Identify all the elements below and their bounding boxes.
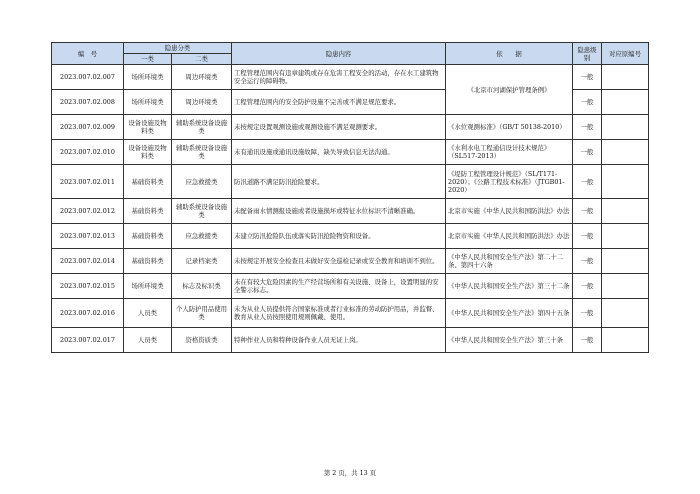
cell-content: 特种作业人员和特种设备作业人员无证上岗。 xyxy=(232,328,446,353)
header-category: 隐患分类 xyxy=(124,43,232,54)
cell-basis: 《水位观测标准》（GB/T 50138-2010） xyxy=(446,115,573,140)
cell-content: 未按规定设置观测设施或观测设施不满足观测要求。 xyxy=(232,115,446,140)
cell-code: 2023.007.02.013 xyxy=(52,224,124,249)
cell-content: 防汛道路不满足防汛抢险要求。 xyxy=(232,165,446,199)
cell-ref xyxy=(602,224,649,249)
cell-basis: 北京市实施《中华人民共和国防洪法》办法 xyxy=(446,224,573,249)
cell-level: 一般 xyxy=(573,90,602,115)
cell-code: 2023.007.02.010 xyxy=(52,140,124,165)
cell-level: 一般 xyxy=(573,115,602,140)
header-code: 编 号 xyxy=(52,43,124,65)
cell-cat2: 应急救援类 xyxy=(172,224,232,249)
cell-basis: 《中华人民共和国安全生产法》第四十五条 xyxy=(446,299,573,328)
table-row xyxy=(52,199,649,224)
cell-code: 2023.007.02.012 xyxy=(52,199,124,224)
cell-content: 未为从业人员提供符合国家标准或者行业标准的劳动防护用品，并监督、教育从业人员按照使用规则佩戴、使用。 xyxy=(232,299,446,328)
cell-cat2: 记录档案类 xyxy=(172,249,232,274)
cell-content: 未配备雨水情测报设施或者设施损坏或特征水位标识不清晰准确。 xyxy=(232,199,446,224)
cell-ref xyxy=(602,65,649,90)
cell-cat2: 辅助系统设备设施类 xyxy=(172,199,232,224)
cell-level: 一般 xyxy=(573,299,602,328)
cell-cat1: 设备设施及物料类 xyxy=(124,140,172,165)
table-row xyxy=(52,140,649,165)
cell-cat2: 资格资质类 xyxy=(172,328,232,353)
cell-basis: 《堤防工程管理设计规范》（SL/T171-2020）；《公路工程技术标准》（JTGB01-2020） xyxy=(446,165,573,199)
cell-cat1: 基础资料类 xyxy=(124,224,172,249)
cell-ref xyxy=(602,249,649,274)
cell-level: 一般 xyxy=(573,199,602,224)
cell-level: 一般 xyxy=(573,165,602,199)
cell-content: 未在有较大危险因素的生产经营场所和有关设施、设备上，设置明显的安全警示标志。 xyxy=(232,274,446,299)
cell-cat1: 基础资料类 xyxy=(124,249,172,274)
cell-level: 一般 xyxy=(573,65,602,90)
cell-code: 2023.007.02.015 xyxy=(52,274,124,299)
cell-code: 2023.007.02.009 xyxy=(52,115,124,140)
cell-cat2: 个人防护用品使用类 xyxy=(172,299,232,328)
header-cat2: 二类 xyxy=(172,54,232,65)
table-row xyxy=(52,299,649,328)
cell-ref xyxy=(602,140,649,165)
table-row xyxy=(52,65,649,90)
cell-ref xyxy=(602,90,649,115)
cell-content: 工程管理范围内的安全防护设施不完善或不满足规范要求。 xyxy=(232,90,446,115)
cell-cat1: 场所环境类 xyxy=(124,90,172,115)
cell-cat2: 辅助系统设备设施类 xyxy=(172,115,232,140)
cell-ref xyxy=(602,328,649,353)
cell-cat1: 基础资料类 xyxy=(124,199,172,224)
header-basis: 依 据 xyxy=(446,43,573,65)
cell-code: 2023.007.02.007 xyxy=(52,65,124,90)
header-cat1: 一类 xyxy=(124,54,172,65)
cell-content: 未建立防汛抢险队伍或落实防汛抢险物资和设备。 xyxy=(232,224,446,249)
cell-code: 2023.007.02.017 xyxy=(52,328,124,353)
cell-basis: 《北京市河湖保护管理条例》 xyxy=(446,65,573,115)
header-level: 隐患级别 xyxy=(573,43,602,65)
cell-cat1: 设备设施及物料类 xyxy=(124,115,172,140)
cell-cat1: 场所环境类 xyxy=(124,274,172,299)
cell-cat2: 标志及标识类 xyxy=(172,274,232,299)
cell-cat1: 基础资料类 xyxy=(124,165,172,199)
cell-basis: 《中华人民共和国安全生产法》第三十条 xyxy=(446,328,573,353)
table-row xyxy=(52,115,649,140)
cell-cat2: 应急救援类 xyxy=(172,165,232,199)
cell-level: 一般 xyxy=(573,224,602,249)
header-ref: 对应原编号 xyxy=(602,43,649,65)
cell-cat1: 人员类 xyxy=(124,299,172,328)
cell-cat2: 周边环境类 xyxy=(172,90,232,115)
cell-cat2: 周边环境类 xyxy=(172,65,232,90)
page-footer: 第 2 页，共 13 页 xyxy=(323,469,377,477)
cell-cat2: 辅助系统设备设施类 xyxy=(172,140,232,165)
header-content: 隐患内容 xyxy=(232,43,446,65)
cell-basis: 北京市实施《中华人民共和国防洪法》办法 xyxy=(446,199,573,224)
cell-ref xyxy=(602,274,649,299)
cell-basis: 《中华人民共和国安全生产法》第三十二条 xyxy=(446,274,573,299)
table-row xyxy=(52,274,649,299)
cell-code: 2023.007.02.011 xyxy=(52,165,124,199)
cell-content: 未按规定开展安全检查且未做好安全巡检记录或安全教育和培训不到位。 xyxy=(232,249,446,274)
hazard-table xyxy=(51,42,649,353)
cell-ref xyxy=(602,115,649,140)
cell-level: 一般 xyxy=(573,328,602,353)
cell-ref xyxy=(602,165,649,199)
cell-basis: 《水利水电工程通信设计技术规范》（SL517-2013） xyxy=(446,140,573,165)
cell-level: 一般 xyxy=(573,140,602,165)
table-row xyxy=(52,224,649,249)
cell-code: 2023.007.02.014 xyxy=(52,249,124,274)
table-row xyxy=(52,328,649,353)
cell-level: 一般 xyxy=(573,274,602,299)
cell-level: 一般 xyxy=(573,249,602,274)
cell-cat1: 场所环境类 xyxy=(124,65,172,90)
cell-content: 未有通讯设施或通讯设施故障，缺失导致信息无法沟通。 xyxy=(232,140,446,165)
table-row xyxy=(52,249,649,274)
cell-basis: 《中华人民共和国安全生产法》第二十二条、第四十六条 xyxy=(446,249,573,274)
cell-code: 2023.007.02.008 xyxy=(52,90,124,115)
cell-content: 工程管理范围内有违章建筑或存在危害工程安全的活动，存在水工建筑物安全运行的障碍物。 xyxy=(232,65,446,90)
cell-ref xyxy=(602,199,649,224)
table-row xyxy=(52,165,649,199)
cell-code: 2023.007.02.016 xyxy=(52,299,124,328)
cell-cat1: 人员类 xyxy=(124,328,172,353)
cell-ref xyxy=(602,299,649,328)
